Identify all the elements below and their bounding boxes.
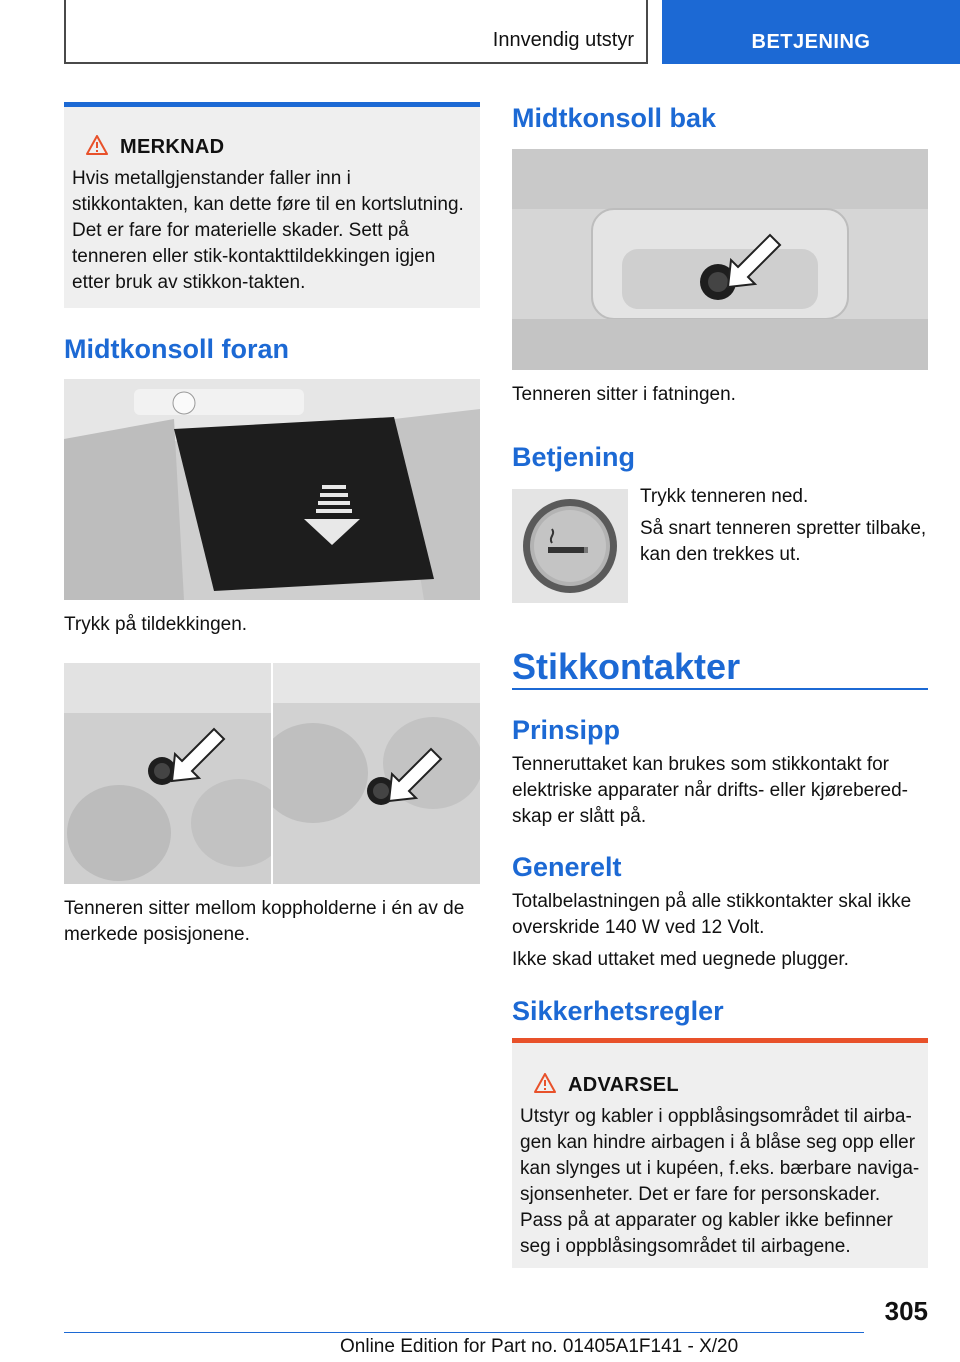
header-section-title: Innvendig utstyr <box>492 29 634 51</box>
rear-caption: Tenneren sitter i fatningen. <box>512 384 736 405</box>
operation-heading: Betjening <box>512 442 636 472</box>
general-text-1: Totalbelastningen på alle stikkontakter skal ikke overskride 140 W ved 12 Volt. <box>512 891 912 938</box>
warning-triangle-icon <box>86 135 108 160</box>
rear-console-heading: Midtkonsoll bak <box>512 103 717 133</box>
principle-text: Tenneruttaket kan brukes som stikkontakt for elektriske apparater når drifts- eller kjørebered-skap er slått på. <box>512 754 908 827</box>
header-section-box <box>64 0 648 64</box>
notice-box <box>64 102 480 308</box>
rear-console-image <box>512 149 928 370</box>
front-caption-2: Tenneren sitter mellom koppholderne i én av de merkede posisjonene. <box>64 898 465 945</box>
lighter-image <box>512 489 628 603</box>
notice-label: MERKNAD <box>120 136 225 158</box>
front-console-heading: Midtkonsoll foran <box>64 334 289 364</box>
footer-edition: Online Edition for Part no. 01405A1F141 - X/20 <box>340 1336 739 1357</box>
principle-heading: Prinsipp <box>512 715 621 745</box>
warning-text: Utstyr og kabler i oppblåsingsområdet til airba-gen kan hindre airbagen i å blåse seg opp eller kan slynges ut i kupéen, f.eks. bærbare naviga-sjonsenheter. Det er fare for personskader. Pass på at apparater og kabler ikke befinner seg i oppblåsingsområdet til airbagene. <box>520 1106 920 1257</box>
cupholder-image-left <box>64 663 271 884</box>
operation-line-2: Så snart tenneren spretter tilbake, kan den trekkes ut. <box>640 518 927 565</box>
header-tab-label: BETJENING <box>751 31 871 53</box>
warning-box <box>512 1038 928 1268</box>
cupholder-image-right <box>273 663 480 884</box>
sockets-heading: Stikkontakter <box>512 646 741 687</box>
front-console-cover-image <box>64 379 480 600</box>
footer-rule <box>64 1332 864 1333</box>
sockets-heading-rule <box>512 688 928 690</box>
warning-label: ADVARSEL <box>568 1074 679 1096</box>
general-heading: Generelt <box>512 852 622 882</box>
front-caption-1: Trykk på tildekkingen. <box>64 614 248 635</box>
general-text-2: Ikke skad uttaket med uegnede plugger. <box>512 949 849 970</box>
notice-text: Hvis metallgjenstander faller inn i stikkontakten, kan dette føre til en kortslutning. Det er fare for materielle skader. Sett på tenneren eller stik-kontakttildekkingen igjen etter bruk av stikkon-takten. <box>72 168 464 293</box>
warning-triangle-icon <box>534 1073 556 1098</box>
header-tab[interactable] <box>662 0 960 64</box>
operation-line-1: Trykk tenneren ned. <box>640 486 809 507</box>
safety-heading: Sikkerhetsregler <box>512 996 724 1026</box>
page-number: 305 <box>884 1296 928 1326</box>
